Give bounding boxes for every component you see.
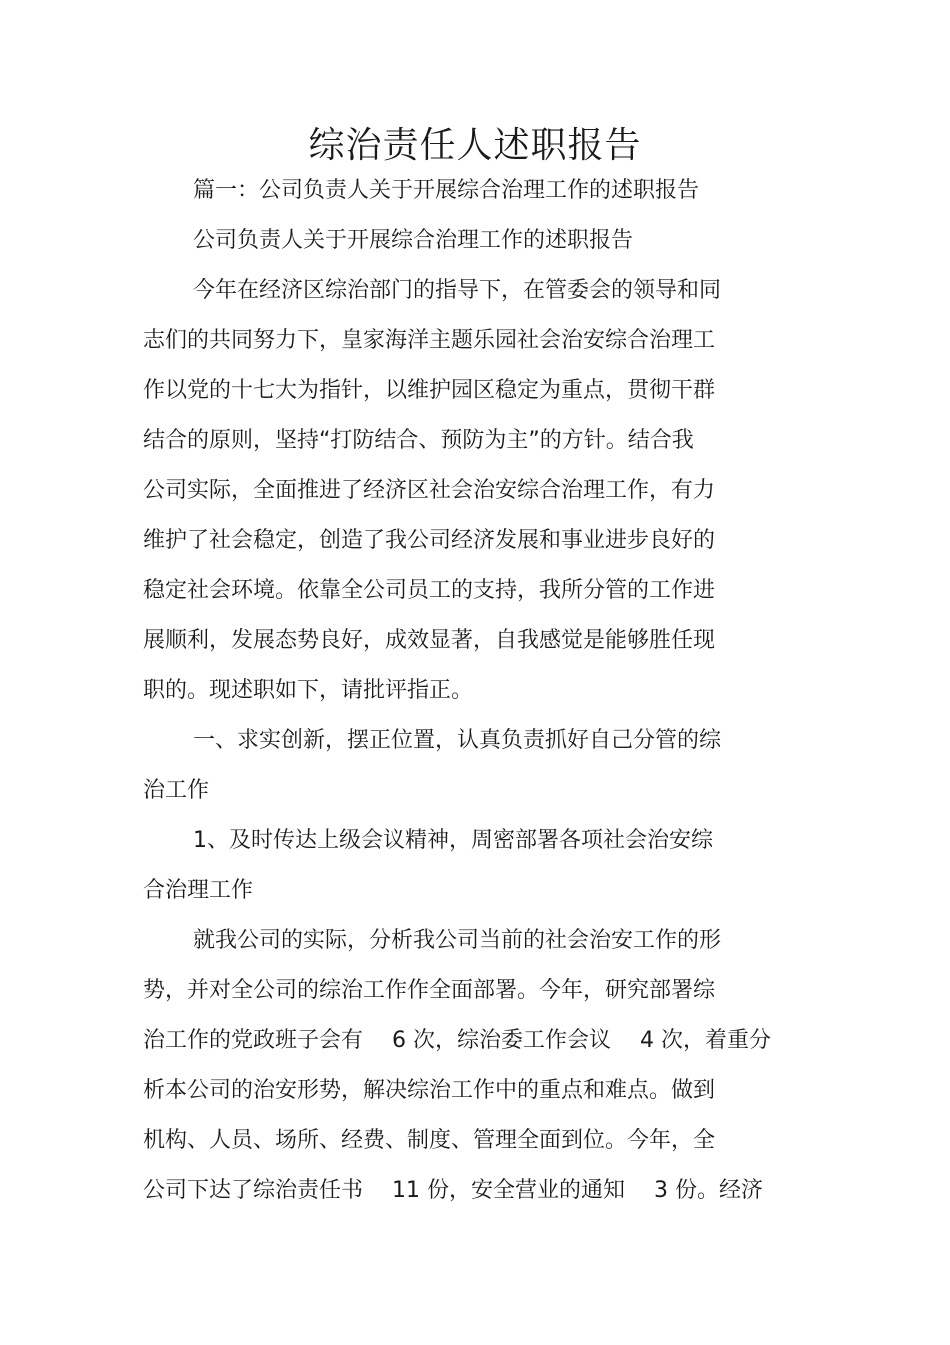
paragraph-line: 结合的原则，坚持“打防结合、预防为主”的方针。结合我 xyxy=(143,428,694,453)
paragraph-line: 析本公司的治安形势，解决综治工作中的重点和难点。做到 xyxy=(143,1078,716,1103)
paragraph-line: 职的。现述职如下，请批评指正。 xyxy=(143,678,474,703)
paragraph-line: 志们的共同努力下，皇家海洋主题乐园社会治安综合治理工 xyxy=(143,328,716,353)
paragraph-line: 公司实际，全面推进了经济区社会治安综合治理工作，有力 xyxy=(143,478,716,503)
paragraph-line: 公司下达了综治责任书 11 份，安全营业的通知 3 份。经济 xyxy=(143,1178,763,1203)
section-heading-line: 治工作 xyxy=(143,778,210,803)
subsection-heading-line: 合治理工作 xyxy=(143,878,254,903)
subsection-heading-line: 1、及时传达上级会议精神，周密部署各项社会治安综 xyxy=(193,828,713,853)
section-heading: 篇一：公司负责人关于开展综合治理工作的述职报告 xyxy=(193,178,700,203)
paragraph-line: 治工作的党政班子会有 6 次，综治委工作会议 4 次，着重分 xyxy=(143,1028,771,1053)
paragraph-line: 作以党的十七大为指针，以维护园区稳定为重点，贯彻干群 xyxy=(143,378,716,403)
paragraph-line: 机构、人员、场所、经费、制度、管理全面到位。今年，全 xyxy=(143,1128,716,1153)
document-title: 综治责任人述职报告 xyxy=(308,125,642,166)
paragraph-line: 展顺利，发展态势良好，成效显著，自我感觉是能够胜任现 xyxy=(143,628,716,653)
paragraph-line: 维护了社会稳定，创造了我公司经济发展和事业进步良好的 xyxy=(143,528,716,553)
paragraph-line: 就我公司的实际，分析我公司当前的社会治安工作的形 xyxy=(193,928,722,953)
paragraph-line: 势，并对全公司的综治工作作全面部署。今年，研究部署综 xyxy=(143,978,716,1003)
report-subtitle: 公司负责人关于开展综合治理工作的述职报告 xyxy=(193,228,634,253)
section-heading-line: 一、求实创新，摆正位置，认真负责抓好自己分管的综 xyxy=(193,728,722,753)
paragraph-line: 稳定社会环境。依靠全公司员工的支持，我所分管的工作进 xyxy=(143,578,716,603)
paragraph-line: 今年在经济区综治部门的指导下，在管委会的领导和同 xyxy=(193,278,722,303)
